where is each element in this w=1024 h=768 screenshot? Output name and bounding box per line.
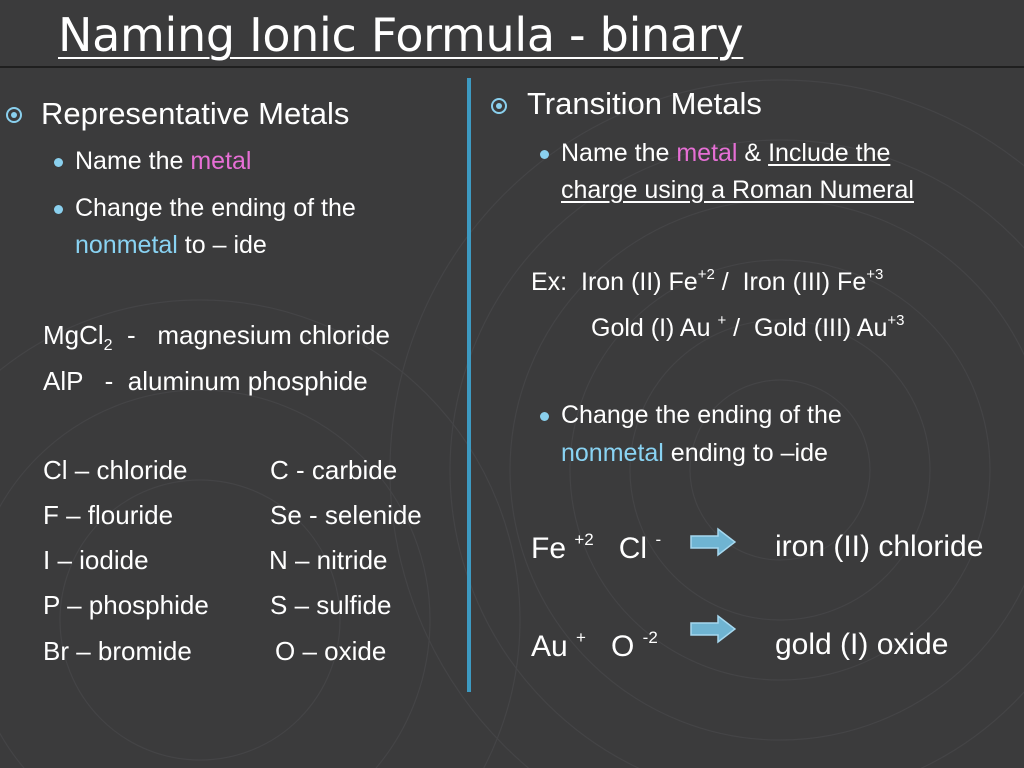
page-title: Naming Ionic Formula - binary [58,8,744,62]
example-alp: AlP - aluminum phosphide [43,366,368,396]
dot-icon [540,412,549,421]
example1-ions: Fe $^{+2}$ Cl - [531,530,662,565]
right-arrow-icon [690,527,736,557]
ending-item: Br – bromide [43,636,192,666]
left-heading: Representative Metals [41,96,350,131]
ending-item: C - carbide [270,455,398,485]
title-divider [0,66,1024,68]
right-bullet-name-metal: Name the metal & Include the [561,139,891,167]
ending-item: S – sulfide [270,590,392,620]
right-arrow-icon [690,614,736,644]
example-mgcl2: MgCl$_2$ - magnesium chloride [43,320,391,354]
example2-ions: Au + O $^{-2}$ [531,628,658,663]
right-bullet-roman-numeral: charge using a Roman Numeral [561,176,914,204]
circle-dot-icon [5,106,23,124]
example-gold-ions: Gold (I) Au + / Gold (III) $Au^{+3}$ [591,312,905,342]
ending-item: Cl – chloride [43,455,188,485]
example2-result: gold (I) oxide [775,628,949,661]
circle-dot-icon [490,97,508,115]
right-bullet-change-ending-2: nonmetal ending to –ide [561,439,828,467]
dot-icon [54,205,63,214]
right-heading: Transition Metals [527,86,762,121]
ending-item: N – nitride [269,545,388,575]
ending-item: O – oxide [275,636,387,666]
example1-result: iron (II) chloride [775,530,984,563]
left-bullet-change-ending: Change the ending of the [75,194,356,222]
left-bullet-change-ending-2: nonmetal to – ide [75,231,267,259]
dot-icon [54,158,63,167]
left-bullet-name-metal: Name the metal [75,147,252,175]
example-iron-ions: Ex: Iron (II) $Fe^{+2}$ / Iron (III) $Fe^{+3}$ [531,266,884,296]
dot-icon [540,150,549,159]
right-bullet-change-ending: Change the ending of the [561,401,842,429]
ending-item: F – flouride [43,500,174,530]
ending-item: Se - selenide [270,500,422,530]
ending-item: P – phosphide [43,590,209,620]
column-divider [467,78,471,692]
ending-item: I – iodide [43,545,149,575]
